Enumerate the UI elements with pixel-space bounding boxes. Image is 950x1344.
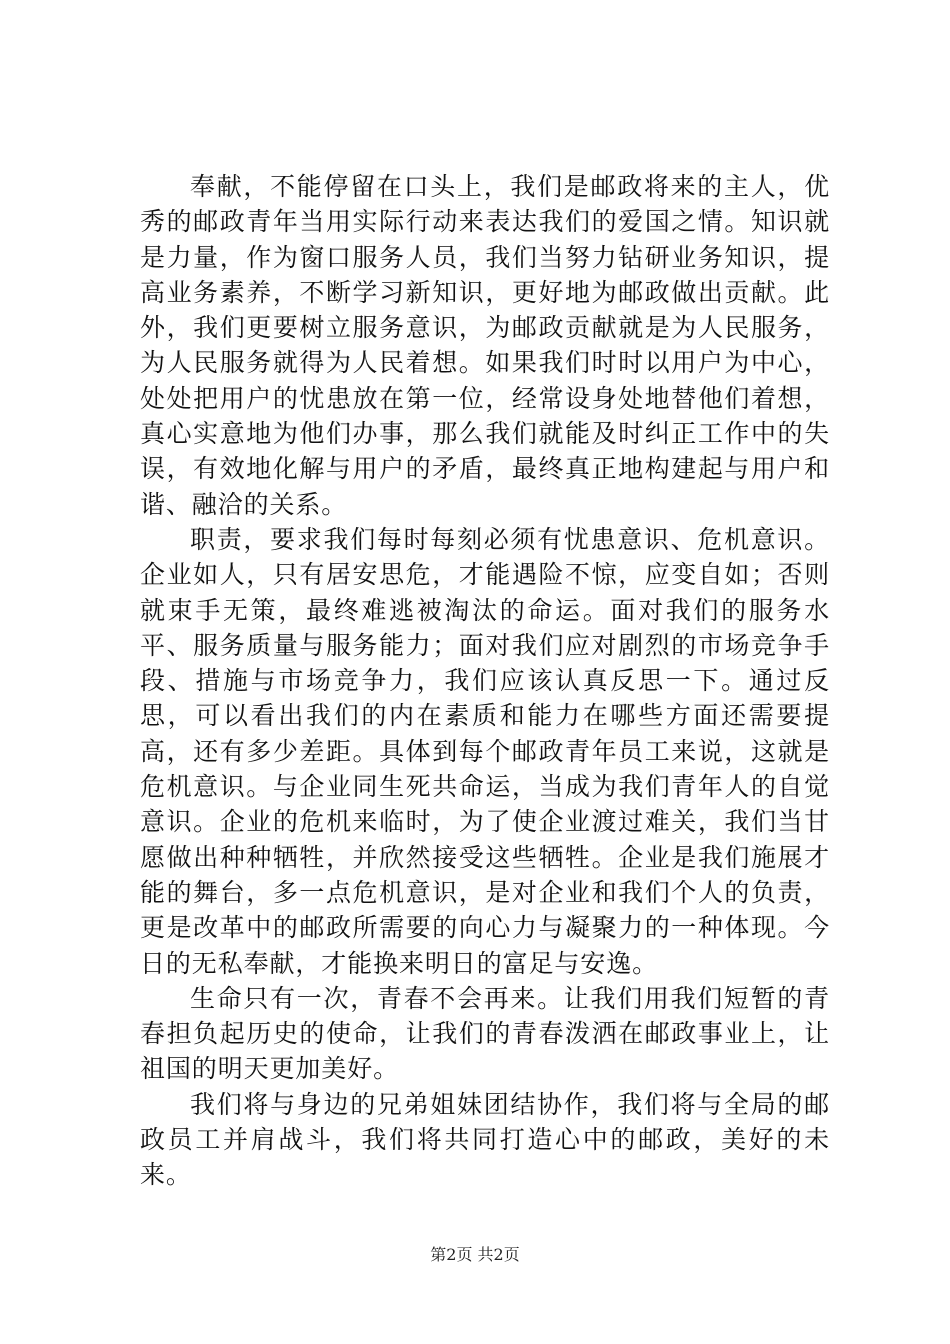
page-number-footer: 第2页 共2页 [430, 1245, 520, 1264]
paragraph-closing: 我们将与身边的兄弟姐妹团结协作，我们将与全局的邮政员工并肩战斗，我们将共同打造心中的邮政，美好的未来。 [140, 1089, 830, 1190]
document-body [140, 169, 830, 1193]
paragraph-dedication: 奉献，不能停留在口头上，我们是邮政将来的主人，优秀的邮政青年当用实际行动来表达我们的爱国之情。知识就是力量，作为窗口服务人员，我们当努力钻研业务知识，提高业务素养，不断学习新知识，更好地为邮政做出贡献。此外，我们更要树立服务意识，为邮政贡献就是为人民服务，为人民服务就得为人民着想。如果我们时时以用户为中心，处处把用户的忧患放在第一位，经常设身处地替他们着想，真心实意地为他们办事，那么我们就能及时纠正工作中的失误，有效地化解与用户的矛盾，最终真正地构建起与用户和谐、融洽的关系。 [140, 172, 830, 519]
paragraph-responsibility: 职责，要求我们每时每刻必须有忧患意识、危机意识。企业如人，只有居安思危，才能遇险不惊，应变自如；否则就束手无策，最终难逃被淘汰的命运。面对我们的服务水平、服务质量与服务能力；面对我们应对剧烈的市场竞争手段、措施与市场竞争力，我们应该认真反思一下。通过反思，可以看出我们的内在素质和能力在哪些方面还需要提高，还有多少差距。具体到每个邮政青年员工来说，这就是危机意识。与企业同生死共命运，当成为我们青年人的自觉意识。企业的危机来临时，为了使企业渡过难关，我们当甘愿做出种种牺牲，并欣然接受这些牺牲。企业是我们施展才能的舞台，多一点危机意识，是对企业和我们个人的负责，更是改革中的邮政所需要的向心力与凝聚力的一种体现。今日的无私奉献，才能换来明日的富足与安逸。 [140, 524, 830, 978]
paragraph-youth: 生命只有一次，青春不会再来。让我们用我们短暂的青春担负起历史的使命，让我们的青春泼洒在邮政事业上，让祖国的明天更加美好。 [140, 983, 830, 1084]
